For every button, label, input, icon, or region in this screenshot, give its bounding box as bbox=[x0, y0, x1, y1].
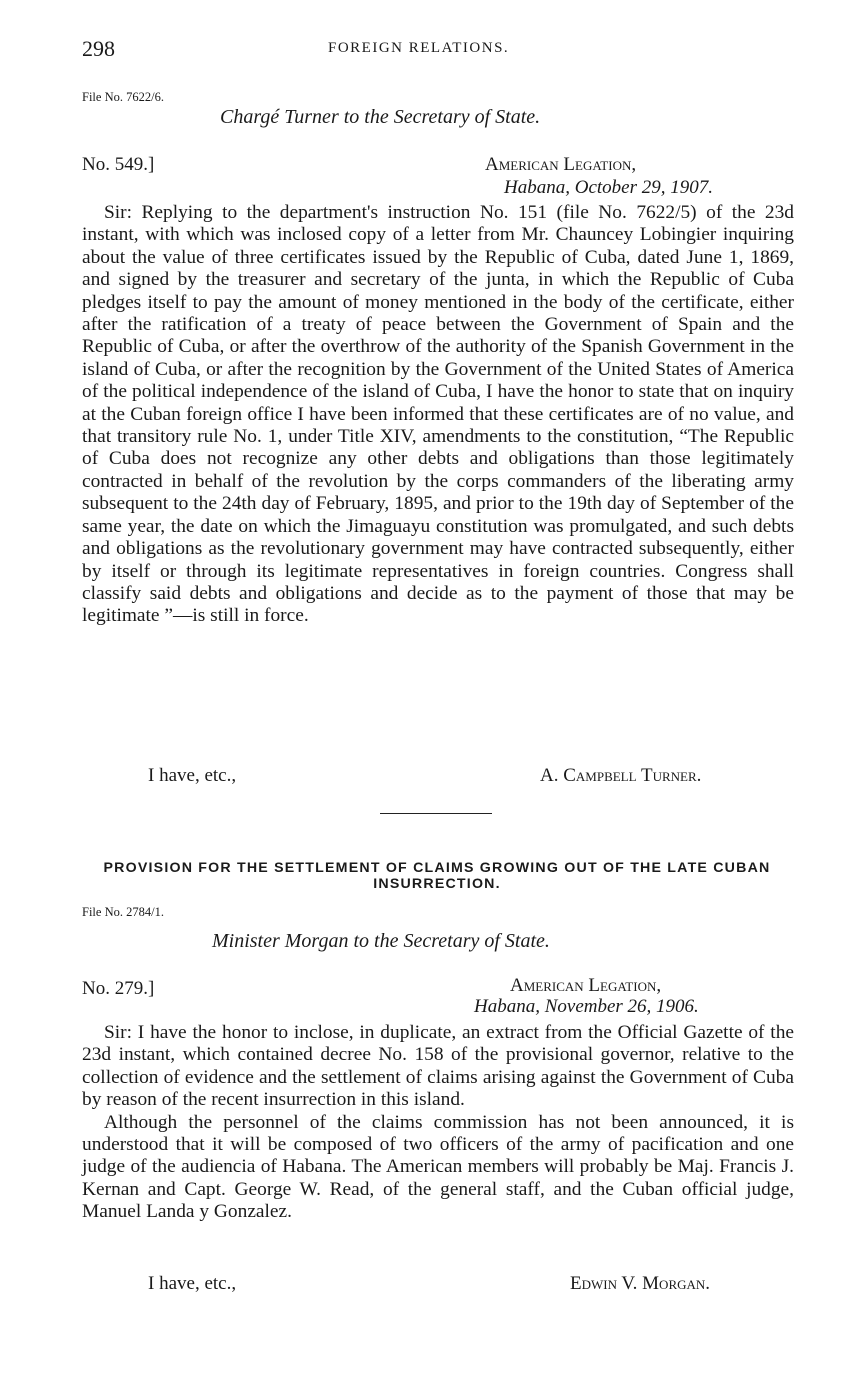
letter-body bbox=[82, 202, 794, 628]
paragraph: Sir: Replying to the department's instruction No. 151 (file No. 7622/5) of the 23d instant, with which was inclosed copy of a letter from Mr. Chauncey Lobingier inquiring about the value of three certificates issued by the Republic of Cuba, dated June 1, 1869, and signed by the treasurer and secretary of the junta, in which the Republic of Cuba pledges itself to pay the amount of money mentioned in the body of the certificate, either after the ratification of a treaty of peace between the Government of Spain and the Republic of Cuba, or after the overthrow of the authority of the Spanish Government in the island of Cuba, or after the recognition by the Government of the United States of America of the political independence of the island of Cuba, I have the honor to state that on inquiry at the Cuban foreign office I have been informed that these certificates are of no value, and that transitory rule No. 1, under Title XIV, amendments to the constitution, “The Republic of Cuba does not recognize any other debts and obligations than those legitimately contracted in behalf of the revolution by the corps commanders of the liberating army subsequent to the 24th day of February, 1895, and prior to the 19th day of September of the same year, the date on which the Jimaguayu constitution was promulgated, and such debts and obligations as the revolutionary government may have contracted subsequently, either by itself or through its legitimate representatives in foreign countries. Congress shall classify said debts and obligations and decide as to the payment of those that may be legitimate ”—is still in force. bbox=[82, 202, 794, 627]
place-date: Habana, November 26, 1906. bbox=[474, 996, 699, 1017]
letter-title: Chargé Turner to the Secretary of State. bbox=[220, 106, 541, 128]
legation-line: American Legation, bbox=[485, 154, 637, 175]
dispatch-number: No. 549.] bbox=[82, 154, 155, 175]
paragraph: Sir: I have the honor to inclose, in duplicate, an extract from the Official Gazette of the 23d instant, which contained decree No. 158 of the provisional governor, relative to the collection of evidence and the settlement of claims arising against the Government of Cuba by reason of the recent insurrection in this island. bbox=[82, 1022, 794, 1111]
running-title: FOREIGN RELATIONS. bbox=[328, 40, 510, 56]
legation-line: American Legation, bbox=[510, 975, 662, 996]
paragraph: Although the personnel of the claims commission has not been announced, it is understood that it will be composed of two officers of the army of pacification and one judge of the audiencia of Habana. The American members will probably be Maj. Francis J. Kernan and Capt. George W. Read, of the general staff, and the Cuban official judge, Manuel Landa y Gonzalez. bbox=[82, 1111, 794, 1223]
section-heading: PROVISION FOR THE SETTLEMENT OF CLAIMS GROWING OUT OF THE LATE CUBAN INSURRECTION. bbox=[103, 860, 771, 892]
letter-body bbox=[82, 1022, 794, 1224]
file-number: File No. 7622/6. bbox=[82, 90, 164, 104]
file-number: File No. 2784/1. bbox=[82, 905, 164, 919]
page-number: 298 bbox=[82, 36, 115, 61]
closing-line: I have, etc., bbox=[148, 1273, 237, 1294]
letter-title: Minister Morgan to the Secretary of State. bbox=[212, 930, 550, 952]
dispatch-number: No. 279.] bbox=[82, 978, 155, 999]
signature: A. Campbell Turner. bbox=[540, 765, 702, 786]
closing-line: I have, etc., bbox=[148, 765, 237, 786]
section-divider bbox=[380, 813, 492, 814]
place-date: Habana, October 29, 1907. bbox=[504, 177, 713, 198]
signature: Edwin V. Morgan. bbox=[570, 1273, 711, 1294]
